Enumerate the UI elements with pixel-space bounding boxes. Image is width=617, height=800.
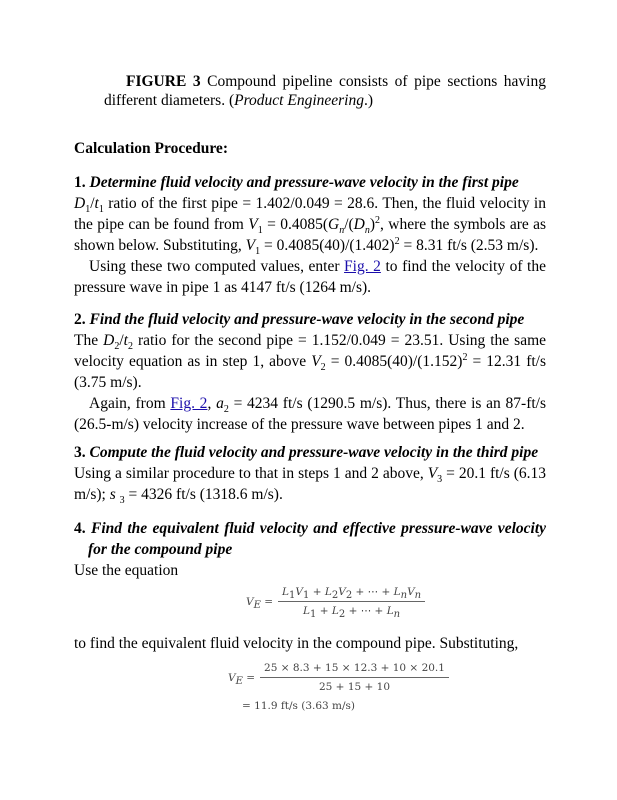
caption-source: Product Engineering — [234, 92, 364, 109]
caption-text: Compound pipeline consists of pipe sections having different diameters. ( — [104, 73, 546, 109]
section-heading: Calculation Procedure: — [74, 140, 228, 157]
step-4-title: 4. Find the equivalent fluid velocity and effective pressure-wave velocity for the compound pipe — [74, 520, 546, 558]
fig-2-link[interactable]: Fig. 2 — [170, 395, 208, 412]
step-2 — [74, 309, 546, 435]
step-2-paragraph-2: Again, from Fig. 2, $a_2 = 4234$ ft/s (1290.5 m/s). Thus, there is an 87-ft/s (26.5-m/s) velocity increase of the pressure wave between pipes 1 and 2. — [74, 395, 547, 433]
step-3 — [74, 442, 546, 505]
eq2-result: = 11.9 ft/s (3.63 m/s) — [242, 700, 356, 712]
eq2-denominator: 25 + 15 + 10 — [318, 681, 391, 693]
equation-ve-formula: $V_E$ = $\frac{L_1V_1 + L_2V_2 + \cdots + L_nV_n}{L_1 + L_2 + \cdots + L_n}$ — [246, 586, 425, 617]
step-4 — [74, 518, 546, 581]
step-4-paragraph-2: to find the equivalent fluid velocity in the compound pipe. Substituting, — [74, 635, 519, 652]
step-2-title: 2. Find the fluid velocity and pressure-wave velocity in the second pipe — [74, 311, 525, 328]
step-4-paragraph-1: Use the equation — [74, 562, 179, 579]
step-3-paragraph-1: Using a similar procedure to that in steps 1 and 2 above, $V_3 = 20.1$ ft/s (6.13 m/s); s $_3$ = 4326 ft/s (1318.6 m/s). — [74, 465, 547, 507]
step-1-paragraph-2: Using these two computed values, enter Fig. 2 to find the velocity of the pressure wave in pipe 1 as 4147 ft/s (1264 m/s). — [74, 258, 546, 296]
step-1-title: 1. Determine fluid velocity and pressure-wave velocity in the first pipe — [74, 174, 519, 191]
equation-ve-substitution: $V_E$ = $\frac{25 \times 8.3 + 15 \times 12.3 + 10 \times 20.1}{25 + 15 + 10}$ — [228, 662, 449, 693]
caption-text-end: .) — [363, 92, 374, 109]
eq2-numerator: 25 × 8.3 + 15 × 12.3 + 10 × 20.1 — [260, 662, 449, 678]
fig-2-link[interactable]: Fig. 2 — [344, 258, 381, 275]
step-1 — [74, 172, 546, 298]
figure-label: FIGURE 3 — [126, 73, 201, 90]
figure-caption — [104, 72, 546, 110]
step-2-paragraph-1: The $D_2/t_2$ ratio for the second pipe = 1.152/0.049 = 23.51. Using the same velocity equation as in step 1, above $V_2 = 0.4085(40)/(1.152)^2 = 12.31$ ft/s (3.75 m/s). — [74, 332, 547, 391]
step-1-paragraph-1: $D_1/t_1$ ratio of the first pipe = 1.402/0.049 = 28.6. Then, the fluid velocity in the pipe can be found from $V_1 = 0.4085(G_n/(D_n)^2$, where the symbols are as shown below. Substituting, $V_1 = 0.4085(40)/(1.402)^2 = 8.31$ ft/s (2.53 m/s). — [74, 195, 547, 258]
step-3-title: 3. Compute the fluid velocity and pressure-wave velocity in the third pipe — [74, 444, 539, 461]
